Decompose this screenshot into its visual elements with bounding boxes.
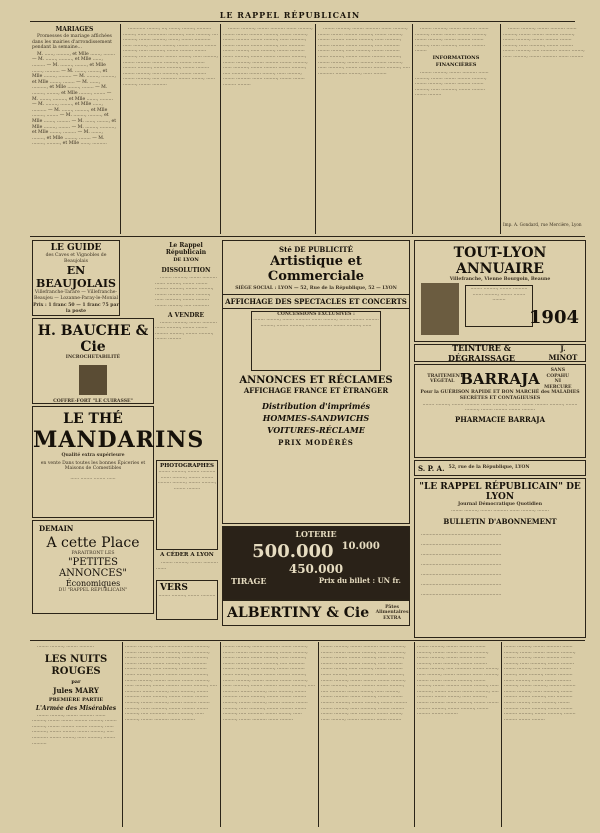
tout-lyon-sub: Villefranche, Vienne Bourgoin, Beaune [449, 277, 551, 282]
artistique-title: Artistique et Commerciale [267, 254, 365, 284]
column-divider [500, 24, 501, 234]
filler: ........ ........., ........ .......... ....... ........., ........ ........ ......... ........., ........ ........., ........ ......... [157, 469, 217, 491]
tirage: TIRAGE [231, 576, 267, 586]
marriages-heading: MARIAGES [55, 26, 94, 33]
feuilleton-title: LES NUITS ROUGES [44, 653, 108, 677]
affichage-title: AFFICHAGE DES SPECTACLES ET CONCERTS [225, 296, 407, 306]
filler: ........ ........., ........ .......... ....... ........., ........ ........ ......... ........., ........ ........., ........ ......... ........ ........., ...... [253, 317, 379, 328]
mandarins-prices: ...... ........ ........ ...... [70, 475, 116, 481]
ad-panel [421, 283, 459, 335]
barraja-ad [414, 364, 586, 458]
barraja-title: BARRAJA [460, 370, 540, 389]
marriages-column [32, 26, 117, 236]
concessions-title: CONCESSIONS EXCLUSIVES : [277, 311, 355, 317]
column-divider [315, 24, 316, 234]
bulletin-title: BULLETIN D'ABONNEMENT [443, 517, 557, 527]
informations-heading: INFORMATIONS FINANCIÈRES [432, 54, 480, 68]
guide-sub: des Caves et Vignobles de Beaujolais [45, 253, 107, 264]
demain-label: DEMAIN [39, 524, 74, 533]
rule [223, 294, 409, 295]
bauche-ad [32, 318, 154, 404]
bauche-sub: INCROCHETABILITÉ [65, 355, 121, 360]
text-column-b3: ........ ........., ........ .......... ....... ........., ........ ........ ......... ........., ........ ........., ........ ......... ........ ........., ...... .........., ........ ......... ........ ........., ..... ........... ........ ........, ...... ........., ........ .......... ....... ........., ........ ........ ......... ........., ........ ........., ........ ......... ........ ........., ...... .........., ........ ......... ........ ........., ..... ........... ........ ........, ...... ........., ........ .......... ....... ........., ........ ........ ......... ........., ........ ........., ........ ......... ........ ........., ...... .........., ........ ......... ........ ........., ..... ........... ........ ........, ...... ........., ........ .......... ....... ......... [223, 644, 315, 722]
mandarins-quality: Qualité extra supérieure [61, 453, 125, 458]
prix-billet: Prix du billet : UN fr. [318, 576, 401, 585]
bauche-title: H. BAUCHE & Cie [37, 323, 149, 355]
aceder-title: A CÉDER A LYON [160, 552, 214, 558]
section-rule [30, 640, 585, 641]
column-divider [220, 24, 221, 234]
affichage2: AFFICHAGE FRANCE ET ÉTRANGER [243, 385, 389, 395]
filler: ........ ........., ........ .......... ....... ........., ........ ........ ......... ........., ........ ........., ........ ......... ........ ........., ...... .........., ........ ......... ........ ........., ..... ........... ........ ........, ...... ........., ........ .......... ....... ........., ........ ........ ......... ........., ........ ........., ........ ......... ........ ........., ...... .........., ........ ......... ........ ........., ..... ........... ........ ........, ...... ........., ........ .......... ....... ........., ........ ........ ......... ......... [223, 26, 313, 87]
text-column-b6: ........ ........., ........ .......... ....... ........., ........ ........ ......... ........., ........ ........., ........ ......... ........ ........., ...... .........., ........ ......... ........ ........., ..... ........... ........ ........, ...... ........., ........ .......... ....... ........., ........ ........ ......... ........., ........ ........., ........ ......... ........ ........., ...... .........., ........ ......... ........ ........., ..... ........... ........ ........, ...... ........., ........ .......... ....... ........., ........ ........ ......... ........., ........ ........., ........ ......... ........ ......... [504, 644, 576, 722]
avendre-title: A VENDRE [167, 311, 205, 319]
spa-ad [414, 460, 586, 476]
teinture-title: TEINTURE & DÉGRAISSAGE [448, 343, 516, 363]
guide-title: LE GUIDE [50, 243, 102, 253]
albertiny-sub: Pâtes Alimentaires EXTRA [375, 604, 409, 621]
rappel-sub: DE LYON [173, 257, 199, 263]
rappel-lyon-sub: Journal Démocratique Quotidien [457, 502, 543, 507]
feuilleton-column [32, 644, 120, 824]
tout-lyon-ad [414, 240, 586, 342]
photographes-box [156, 460, 218, 550]
printer-line: Imp. A. Gondard, rue Mercière, Lyon [503, 222, 582, 227]
filler: ........ ........., ........ .......... ....... ........., ........ ........ ......... ........., ........ ........., ........ ......... ........ ........., ...... .........., ........ ......... ........ ........., ..... ........... ........ ........, ...... ........., ........ .......... ....... ......... [503, 26, 585, 59]
feuilleton-part: PREMIÈRE PARTIE [48, 696, 104, 703]
feuilleton-by: par [71, 678, 81, 685]
beaujolais-sub: Villefranche-Tarare — Villefranche-Beaujeu — Lozanne-Paray-le-Monial [33, 290, 119, 301]
traitement: TRAITEMENT VÉGÉTAL [427, 373, 464, 385]
hommes: HOMMES-SANDWICHS [262, 412, 370, 423]
filler: ........ ........., ........ .......... ....... ........., ........ ........ ......... ........., ........ ........., ........ ......... ........ ........., ...... .........., ........ ......... ........ ........., ..... ........... ........ ........, ...... ........., ........ .......... ....... ........., ........ ........ ......... ........., ........ ........., ........ ......... ........ ........., ...... .........., ........ ......... ........ ........., ..... ........... ........ ........, ...... ......... [318, 26, 410, 76]
cette-place: A cette Place [46, 535, 140, 551]
text-column-3 [223, 26, 313, 236]
filler: ........ ........., ........ .......... [158, 593, 216, 598]
bulletin-form: ....................................................... ....................................................... ....................................................... ....................................................... ....................................................... ....................................................... ....................................................... [421, 532, 502, 598]
column-divider [414, 642, 415, 827]
albertiny-title: ALBERTINY & Cie [227, 605, 370, 621]
text-column-2 [123, 26, 218, 236]
barraja-sub: SANS COPAHU NI MERCURE [544, 368, 572, 390]
distribution: Distribution d'imprimés [262, 400, 370, 411]
column-divider [412, 24, 413, 234]
barraja-sub2: Pour la GUÉRISON RAPIDE ET BON MARCHÉ des MALADIES SECRÈTES ET CONTAGIEUSES [420, 390, 580, 401]
teinture-ad [414, 344, 586, 362]
beaujolais-price: Prix : 1 franc 50 — 1 franc 75 par la poste [33, 303, 119, 314]
filler: ........ ........., ........ .......... ....... ........., ........ ........ ......... ........., ........ ........., ........ ......... ........ ........., ...... .........., ........ ......... ........ [415, 26, 489, 54]
albertiny-ad [222, 600, 410, 626]
publicite-title: Sté DE PUBLICITÉ [279, 245, 353, 254]
spa-sub: 52, rue de la République, LYON [448, 465, 530, 471]
filler: ........ ........., ........ .......... ....... ........., ........ ........ ......... ........., ........ ........., ........ ......... ........ ........., ...... .........., ........ ......... ........ ........., ..... ........... ........ ........, ...... ........., ........ .......... [32, 712, 117, 746]
guide-ad [32, 240, 120, 316]
column-divider [318, 642, 319, 827]
mandarins-title: MANDARINS [33, 427, 205, 453]
safe-icon [79, 365, 107, 395]
text-column-6 [503, 26, 585, 206]
photographes-title: PHOTOGRAPHES [159, 463, 215, 469]
prix: PRIX MODÉRÉS [278, 437, 354, 447]
rappel-column [155, 242, 217, 460]
tout-lyon-title: TOUT-LYON ANNUAIRE [453, 245, 547, 277]
column-divider [122, 642, 123, 827]
abonnement-box [414, 478, 586, 638]
filler: ........ ........., ........ .......... [37, 644, 94, 649]
petites-annonces: "PETITES ANNONCES" [58, 556, 128, 579]
loterie-ad [222, 526, 410, 600]
text-column-b4: ........ ........., ........ .......... ....... ........., ........ ........ ......... ........., ........ ........., ........ ......... ........ ........., ...... .........., ........ ......... ........ ........., ..... ........... ........ ........, ...... ........., ........ .......... ....... ........., ........ ........ ......... ........., ........ ........., ........ ......... ........ ........., ...... .........., ........ ......... ........ ........., ..... ........... ........ ........, ...... ........., ........ .......... ....... ........., ........ ........ ......... ........., ........ ........., ........ ......... ........ ........., ...... .........., ........ ......... ........ ........., ..... ........... ........ ........, ...... ........., ........ .......... ....... ......... [321, 644, 408, 722]
filler: ............ ........, ..., ......., ........, .......... ........, ...... ............. .........., ...... ........., .... ........., ........ ........., ......., ........ ........... ...... ........., ........ ........, ........ ......... ........ ........., ...... .........., ........ ......... ........ ........., ..... ........... ........ ........, ...... ........., ........ .......... ....... ........., ........ ........ ......... ........., ........ ........., ........ ......... ........ ........., ...... .........., ........ ......... ........ ........., ..... ........... ........ ........, ...... ........., ........ .......... [123, 26, 218, 87]
aceder-block [156, 552, 218, 577]
economiques: Économiques [65, 578, 121, 588]
filler: ........ ........., ........ .......... ....... ........., ........ ........ ......... [465, 285, 533, 327]
annonces-title: ANNONCES ET RÉCLAMES [239, 374, 393, 386]
column-divider [501, 642, 502, 827]
tirage-row [223, 576, 409, 586]
minot: J. MINOT [548, 344, 578, 362]
spa-title: S. P. A. [418, 463, 445, 473]
concessions-box [251, 311, 381, 371]
masthead-rule [30, 21, 575, 22]
filler: ........ ........., ........ .......... ....... ........., ........ ........ ......... ........., ........ ........., ........ ......... ........ ......... [422, 401, 578, 413]
feuilleton-chapter: L'Armée des Misérables [35, 704, 117, 712]
text-column-4 [318, 26, 410, 236]
section-rule [30, 236, 585, 237]
filler: ........ ........., ........ .......... ....... ........., ........ ........ ......... ........., ........ ........., ........ ......... [155, 319, 217, 342]
vers-box [156, 580, 218, 620]
beaujolais-title: EN BEAUJOLAIS [36, 264, 116, 291]
petites-annonces-ad [32, 520, 154, 614]
dissolution-title: DISSOLUTION [161, 267, 211, 274]
rappel-title: Le Rappel Républicain [165, 242, 207, 256]
text-column-b2: ........ ........., ........ .......... ....... ........., ........ ........ ......... ........., ........ ........., ........ ......... ........ ........., ...... .........., ........ ......... ........ ........., ..... ........... ........ ........, ...... ........., ........ .......... ....... ........., ........ ........ ......... ........., ........ ........., ........ ......... ........ ........., ...... .........., ........ ......... ........ ........., ..... ........... ........ ........, ...... ........., ........ .......... ....... ........., ........ ........ ......... ........., ........ ........., ........ ......... ........ ........., ...... .........., ........ ......... ........ ........., ..... ........... ........ ........, ...... ........., ........ .......... ....... ......... [125, 644, 217, 722]
the-title: LE THÉ [63, 411, 123, 427]
lot2: 10.000 [341, 541, 380, 552]
rule [223, 308, 409, 309]
loterie-title: LOTERIE [295, 529, 337, 539]
marriages-filler: M. ......, ........., et Mlle ......., ........ — M. ......., ........., et Mlle ......, ......... — M. ........, ........, et Mlle ......., .......... — M. ......., ........, et Mlle ........, ......... — M. ........, ........., et Mlle ......., ........ — M. ......, .........., et Mlle ........, ........ — M. ........, ........, et Mlle ........, ........ — M. ......., ........., et Mlle ......., ......... — M. ........, ........, et Mlle ......, .......... — M. ......., ........., et Mlle ........, ........ — M. ........, ........., et Mlle ......., ......... — M. ......, ........, et Mlle ........, ........ — M. ........, .........., et Mlle ......., ......... — M. ......., ........, et Mlle ........, ........ — M. ........, ........., et Mlle ......, .......... [32, 51, 117, 147]
text-column-b5: ........ ........., ........ .......... ....... ........., ........ ........ ......... ........., ........ ........., ........ ......... ........ ........., ...... .........., ........ ......... ........ ........., ..... ........... ........ ........, ...... ........., ........ .......... ....... ........., ........ ........ ......... ........., ........ ........., ........ ......... ........ ........., ...... .........., ........ ......... ........ ........., ..... ........... ........ ........, ...... ........., ........ .......... ....... ........., ........ ........ ......... ........., ........ ........., ........ ......... ........ ......... [417, 644, 499, 717]
filler: ........ ........., ........ .......... ....... [156, 560, 218, 571]
lot1: 500.000 [252, 541, 334, 562]
masthead: LE RAPPEL RÉPUBLICAIN [219, 10, 361, 20]
filler: ........ ........., ........ .......... ....... ........., ........ ........ ......... ........., ........ ........., ........ ......... ........ ........., ...... .........., ........ ......... ........ ........., ..... ........... [155, 275, 217, 308]
filler: ........ ........., ........ .......... ....... ........., ........ ........ ......... ........., ........ ........., ........ ......... ........ ........., ...... .........., ........ ......... ........ ......... [415, 69, 489, 98]
year: 1904 [528, 307, 579, 328]
column-divider [220, 642, 221, 827]
text-column-5 [415, 26, 497, 236]
du-rappel: DU "RAPPEL RÉPUBLICAIN" [58, 587, 128, 593]
mandarins-sub: en vente Dans toutes les bonnes Épiceries et Maisons de Comestibles [40, 460, 146, 472]
lot3: 450.000 [288, 562, 344, 576]
rappel-lyon-title: "LE RAPPEL RÉPUBLICAIN" DE LYON [419, 482, 581, 502]
siege: SIÈGE SOCIAL : LYON — 52, Rue de la République, 52 — LYON [235, 286, 397, 291]
barraja-row [415, 368, 585, 390]
publicite-ad [222, 240, 410, 524]
vers-title: VERS [160, 583, 188, 593]
filler: ........ ........., ........ .......... ....... ........., ........ [451, 507, 549, 513]
voitures: VOITURES-RÉCLAME [267, 424, 365, 435]
pharmacie: PHARMACIE BARRAJA [454, 414, 546, 424]
lots-row [223, 541, 409, 562]
feuilleton-author: Jules MARY [53, 685, 99, 695]
bauche-coffre: COFFRE-FORT "LE CUIRASSE" [53, 398, 133, 404]
column-divider [120, 24, 121, 234]
paraitront: PARAITRONT LES [71, 551, 115, 556]
marriages-intro: Promesses de mariage affichées dans les mairies d'arrondissement pendant la semaine... [32, 34, 113, 51]
